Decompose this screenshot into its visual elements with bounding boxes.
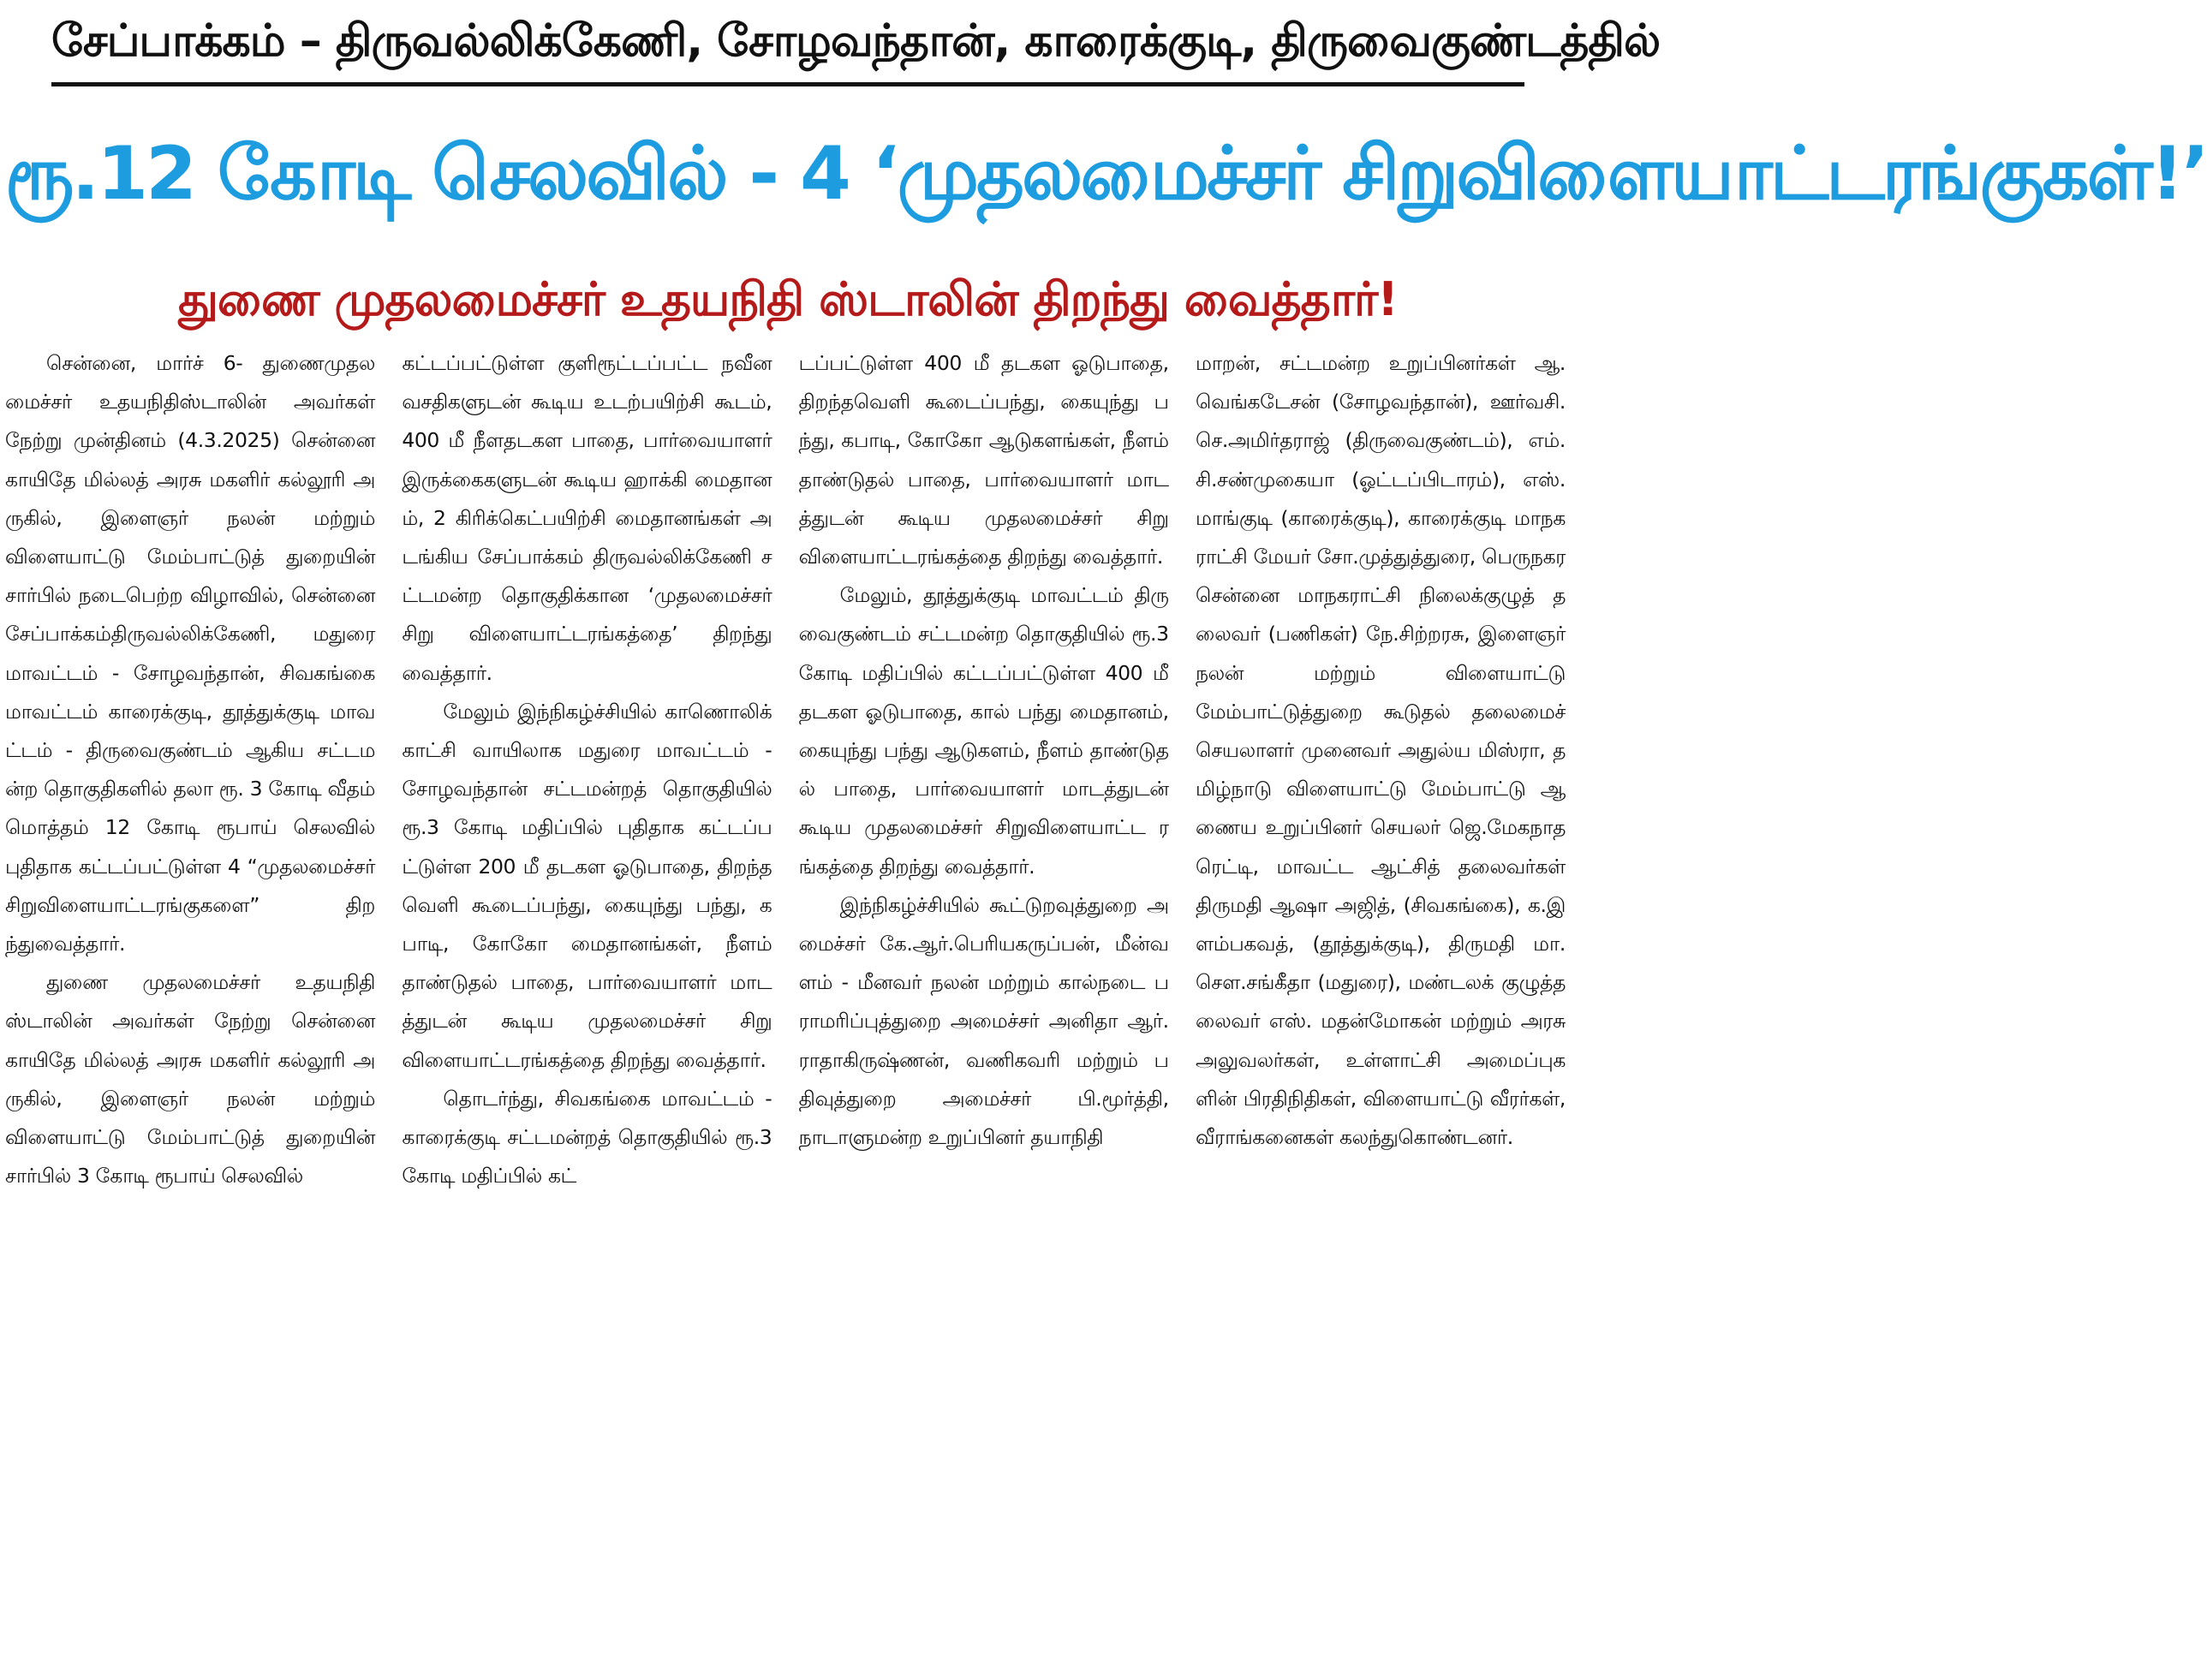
paragraph: டப்பட்டுள்ள 400 மீ தடகள ஓடுபாதை, திறந்தவெளி கூடைப்பந்து, கையுந்து பந்து, கபாடி, கோகோ ஆடுகளங்கள், நீளம் தாண்டுதல் பாதை, பார்வையாளர் மாடத்துடன் கூடிய முதலமைச்சர் சிறு விளையாட்டரங்கத்தை திறந்து வைத்தார்.: [798, 351, 1169, 569]
paragraph: துணை முதலமைச்சர் உதயநிதி ஸ்டாலின் அவர்கள் நேற்று சென்னை காயிதே மில்லத் அரசு மகளிர் கல்லூரி அருகில், இளைஞர் நலன் மற்றும் விளையாட்டு மேம்பாட்டுத் துறையின் சார்பில் 3 கோடி ரூபாய் செலவில்: [5, 970, 375, 1189]
paragraph: மாறன், சட்டமன்ற உறுப்பினர்கள் ஆ.வெங்கடேசன் (சோழவந்தான்), ஊர்வசி. செ.அமிர்தராஜ் (திருவைகுண்டம்), எம்.சி.சண்முகையா (ஓட்டப்பிடாரம்), எஸ்.மாங்குடி (காரைக்குடி), காரைக்குடி மாநகராட்சி மேயர் சோ.முத்துத்துரை, பெருநகர சென்னை மாநகராட்சி நிலைக்குழுத் தலைவர் (பணிகள்) நே.சிற்றரசு, இளைஞர் நலன் மற்றும் விளையாட்டு மேம்பாட்டுத்துறை கூடுதல் தலைமைச் செயலாளர் முனைவர் அதுல்ய மிஸ்ரா, தமிழ்நாடு விளையாட்டு மேம்பாட்டு ஆணைய உறுப்பினர் செயலர் ஜெ.மேகநாத ரெட்டி, மாவட்ட ஆட்சித் தலைவர்கள் திருமதி ஆஷா அஜித், (சிவகங்கை), க.இளம்பகவத், (தூத்துக்குடி), திருமதி மா.சௌ.சங்கீதா (மதுரை), மண்டலக் குழுத்தலைவர் எஸ். மதன்மோகன் மற்றும் அரசு அலுவலர்கள், உள்ளாட்சி அமைப்புகளின் பிரதிநிதிகள், விளையாட்டு வீரர்கள், வீராங்கனைகள் கலந்துகொண்டனர்.: [1195, 351, 1566, 1150]
kicker-divider: [51, 82, 1524, 86]
article-body: [5, 344, 1566, 1673]
article-column-1: [5, 344, 375, 1673]
headline: ரூ.12 கோடி செலவில் - 4 ‘முதலமைச்சர் சிறுவிளையாட்டரங்குகள்!’: [5, 131, 2207, 217]
article-column-4: [1196, 344, 1566, 1673]
article-column-2: [402, 344, 772, 1673]
paragraph: இந்நிகழ்ச்சியில் கூட்டுறவுத்துறை அமைச்சர் கே.ஆர்.பெரியகருப்பன், மீன்வளம் - மீனவர் நலன் மற்றும் கால்நடை பராமரிப்புத்துறை அமைச்சர் அனிதா ஆர்.ராதாகிருஷ்ணன், வணிகவரி மற்றும் பதிவுத்துறை அமைச்சர் பி.மூர்த்தி, நாடாளுமன்ற உறுப்பினர் தயாநிதி: [798, 892, 1169, 1150]
paragraph: கட்டப்பட்டுள்ள குளிரூட்டப்பட்ட நவீன வசதிகளுடன் கூடிய உடற்பயிற்சி கூடம், 400 மீ நீளதடகள பாதை, பார்வையாளர் இருக்கைகளுடன் கூடிய ஹாக்கி மைதானம், 2 கிரிக்கெட்பயிற்சி மைதானங்கள் அடங்கிய சேப்பாக்கம் திருவல்லிக்கேணி சட்டமன்ற தொகுதிக்கான ‘முதலமைச்சர் சிறு விளையாட்டரங்கத்தை’ திறந்து வைத்தார்.: [402, 351, 772, 685]
paragraph: தொடர்ந்து, சிவகங்கை மாவட்டம் - காரைக்குடி சட்டமன்றத் தொகுதியில் ரூ.3 கோடி மதிப்பில் கட்: [402, 1086, 772, 1189]
subheadline: துணை முதலமைச்சர் உதயநிதி ஸ்டாலின் திறந்து வைத்தார்!: [178, 272, 1398, 326]
paragraph: மேலும் இந்நிகழ்ச்சியில் காணொலிக் காட்சி வாயிலாக மதுரை மாவட்டம் - சோழவந்தான் சட்டமன்றத் தொகுதியில் ரூ.3 கோடி மதிப்பில் புதிதாக கட்டப்பட்டுள்ள 200 மீ தடகள ஓடுபாதை, திறந்தவெளி கூடைப்பந்து, கையுந்து பந்து, கபாடி, கோகோ மைதானங்கள், நீளம் தாண்டுதல் பாதை, பார்வையாளர் மாடத்துடன் கூடிய முதலமைச்சர் சிறு விளையாட்டரங்கத்தை திறந்து வைத்தார்.: [402, 699, 772, 1072]
kicker-line: சேப்பாக்கம் – திருவல்லிக்கேணி, சோழவந்தான், காரைக்குடி, திருவைகுண்டத்தில்: [51, 15, 1661, 67]
article-column-3: [799, 344, 1169, 1673]
paragraph: மேலும், தூத்துக்குடி மாவட்டம் திரு வைகுண்டம் சட்டமன்ற தொகுதியில் ரூ.3 கோடி மதிப்பில் கட்டப்பட்டுள்ள 400 மீ தடகள ஓடுபாதை, கால் பந்து மைதானம், கையுந்து பந்து ஆடுகளம், நீளம் தாண்டுதல் பாதை, பார்வையாளர் மாடத்துடன் கூடிய முதலமைச்சர் சிறுவிளையாட்ட ரங்கத்தை திறந்து வைத்தார்.: [798, 583, 1169, 879]
paragraph: சென்னை, மார்ச் 6- துணைமுதலமைச்சர் உதயநிதிஸ்டாலின் அவர்கள் நேற்று முன்தினம் (4.3.2025) சென்னை காயிதே மில்லத் அரசு மகளிர் கல்லூரி அருகில், இளைஞர் நலன் மற்றும் விளையாட்டு மேம்பாட்டுத் துறையின் சார்பில் நடைபெற்ற விழாவில், சென்னை சேப்பாக்கம்திருவல்லிக்கேணி, மதுரை மாவட்டம் - சோழவந்தான், சிவகங்கை மாவட்டம் காரைக்குடி, தூத்துக்குடி மாவட்டம் - திருவைகுண்டம் ஆகிய சட்டமன்ற தொகுதிகளில் தலா ரூ. 3 கோடி வீதம் மொத்தம் 12 கோடி ரூபாய் செலவில் புதிதாக கட்டப்பட்டுள்ள 4 “முதலமைச்சர் சிறுவிளையாட்டரங்குகளை” திறந்துவைத்தார்.: [5, 351, 375, 956]
